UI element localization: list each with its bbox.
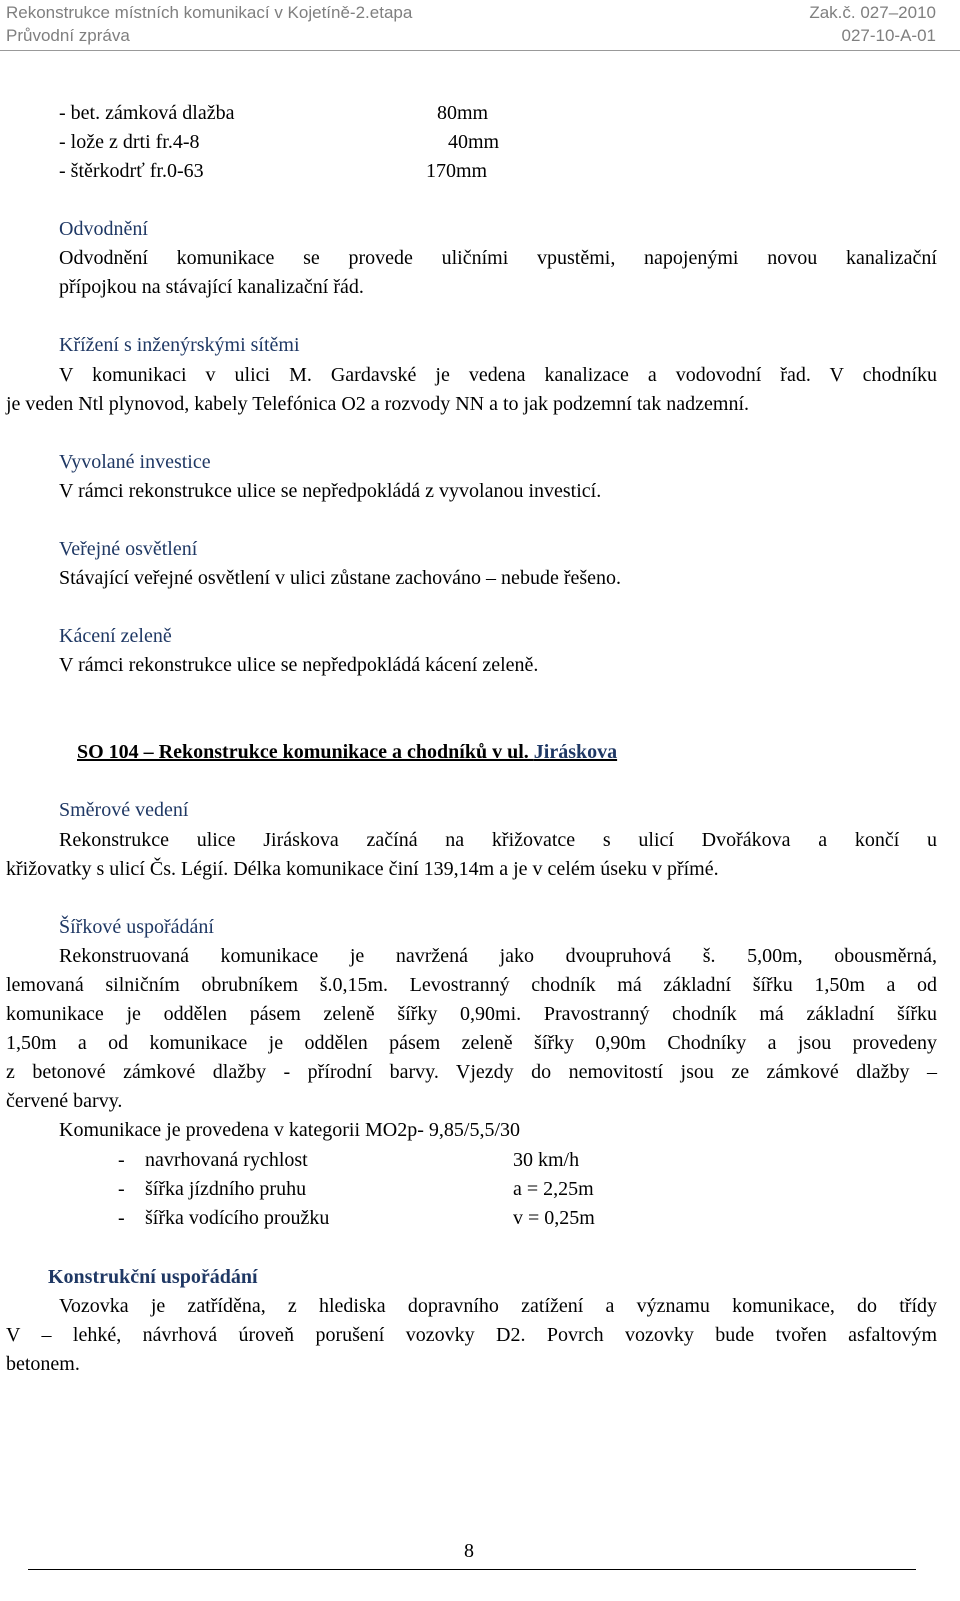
paragraph-line: V – lehké, návrhová úroveň porušení vozovky D2. Povrch vozovky bude tvořen asfaltovým xyxy=(6,1324,937,1346)
so104-title-main: SO 104 – Rekonstrukce komunikace a chodníků v ul. xyxy=(77,741,534,763)
paragraph-line: z betonové zámkové dlažby - přírodní barvy. Vjezdy do nemovitostí jsou ze zámkové dlažby – xyxy=(6,1061,937,1083)
section-heading: Křížení s inženýrskými sítěmi xyxy=(59,334,300,356)
header-title: Rekonstrukce místních komunikací v Kojetíně-2.etapa xyxy=(6,3,413,22)
paragraph-line: komunikace je oddělen pásem zeleně šířky 0,90mi. Pravostranný chodník má základní šířku xyxy=(6,1003,937,1025)
so104-title xyxy=(77,741,617,764)
layer-thickness: 80mm xyxy=(437,102,489,124)
footer-rule xyxy=(28,1569,916,1570)
section-heading: Šířkové uspořádání xyxy=(59,916,214,938)
paragraph-line: lemovaná silničním obrubníkem š.0,15m. Levostranný chodník má základní šířku 1,50m a od xyxy=(6,974,937,996)
section-heading: Odvodnění xyxy=(59,218,148,240)
param-value: a = 2,25m xyxy=(513,1178,594,1200)
section-heading: Konstrukční uspořádání xyxy=(48,1266,258,1288)
section-heading: Kácení zeleně xyxy=(59,625,172,647)
param-label: šířka vodícího proužku xyxy=(145,1207,330,1229)
layer-name: - štěrkodrť fr.0-63 xyxy=(59,160,204,182)
header-order-number: Zak.č. 027–2010 xyxy=(809,3,936,22)
page-number: 8 xyxy=(464,1540,474,1562)
paragraph-line: Rekonstrukce ulice Jiráskova začíná na křižovatce s ulicí Dvořákova a končí u xyxy=(59,829,937,851)
paragraph-line: Vozovka je zatříděna, z hlediska dopravního zatížení a významu komunikace, do třídy xyxy=(59,1295,937,1317)
layer-name: - lože z drti fr.4-8 xyxy=(59,131,200,153)
section-heading: Směrové vedení xyxy=(59,799,189,821)
paragraph-line: V rámci rekonstrukce ulice se nepředpokládá z vyvolanou investicí. xyxy=(59,480,602,502)
paragraph-line: V komunikaci v ulici M. Gardavské je vedena kanalizace a vodovodní řad. V chodníku xyxy=(59,364,937,386)
paragraph-line: 1,50m a od komunikace je oddělen pásem zeleně šířky 0,90m Chodníky a jsou provedeny xyxy=(6,1032,937,1054)
paragraph-line: betonem. xyxy=(6,1353,80,1375)
param-dash: - xyxy=(118,1207,125,1229)
paragraph-line: Odvodnění komunikace se provede uličními vpustěmi, napojenými novou kanalizační xyxy=(59,247,937,269)
layer-thickness: 40mm xyxy=(448,131,500,153)
section-heading: Veřejné osvětlení xyxy=(59,538,198,560)
param-label: navrhovaná rychlost xyxy=(145,1149,308,1171)
paragraph-line: Stávající veřejné osvětlení v ulici zůstane zachováno – nebude řešeno. xyxy=(59,567,622,589)
header-subtitle: Průvodní zpráva xyxy=(6,26,130,45)
param-label: šířka jízdního pruhu xyxy=(145,1178,307,1200)
layer-thickness: 170mm xyxy=(426,160,488,182)
paragraph-line: křižovatky s ulicí Čs. Légií. Délka komunikace činí 139,14m a je v celém úseku v přímé. xyxy=(6,858,719,880)
param-dash: - xyxy=(118,1149,125,1171)
header-rule xyxy=(0,50,960,51)
header-document-number: 027-10-A-01 xyxy=(841,26,936,45)
paragraph-line: V rámci rekonstrukce ulice se nepředpokládá kácení zeleně. xyxy=(59,654,539,676)
layer-name: - bet. zámková dlažba xyxy=(59,102,235,124)
category-line: Komunikace je provedena v kategorii MO2p- 9,85/5,5/30 xyxy=(59,1119,520,1141)
paragraph-line: Rekonstruovaná komunikace je navržená jako dvoupruhová š. 5,00m, obousměrná, xyxy=(59,945,937,967)
paragraph-line: přípojkou na stávající kanalizační řád. xyxy=(59,276,364,298)
so104-title-street: Jiráskova xyxy=(533,741,618,763)
paragraph-line: červené barvy. xyxy=(6,1090,123,1112)
param-value: 30 km/h xyxy=(513,1149,580,1171)
section-heading: Vyvolané investice xyxy=(59,451,211,473)
param-value: v = 0,25m xyxy=(513,1207,595,1229)
param-dash: - xyxy=(118,1178,125,1200)
paragraph-line: je veden Ntl plynovod, kabely Telefónica O2 a rozvody NN a to jak podzemní tak nadzemní. xyxy=(6,393,750,415)
